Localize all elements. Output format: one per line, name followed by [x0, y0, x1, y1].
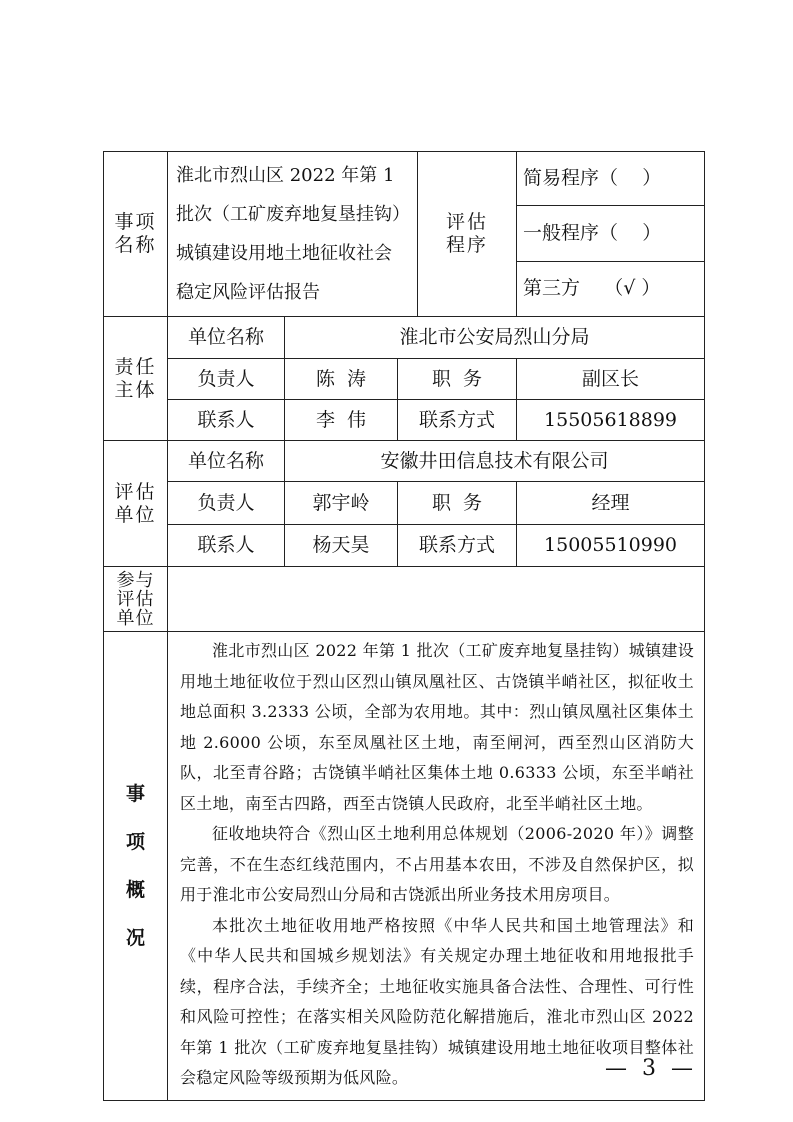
- responsible-post-label: 职 务: [398, 359, 517, 400]
- responsible-unit-value: 淮北市公安局烈山分局: [285, 317, 705, 359]
- responsible-entity-label: 责任 主体: [104, 317, 168, 441]
- procedure-label: 评估 程序: [418, 152, 517, 317]
- responsible-contact-value: 李 伟: [285, 400, 398, 441]
- item-name-value: 淮北市烈山区 2022 年第 1 批次（工矿废弃地复垦挂钩）城镇建设用地土地征收社会稳定风险评估报告: [168, 152, 418, 317]
- item-name-label: 事项 名称: [104, 152, 168, 317]
- assessor-unit-label: 单位名称: [168, 441, 285, 482]
- assessor-phone-label: 联系方式: [398, 525, 517, 567]
- responsible-phone-label: 联系方式: [398, 400, 517, 441]
- summary-label: 事 项 概 况: [104, 632, 168, 1101]
- assessor-head-label: 负责人: [168, 482, 285, 525]
- participant-value: [168, 567, 705, 632]
- assessor-post-label: 职 务: [398, 482, 517, 525]
- summary-paragraph: 淮北市烈山区 2022 年第 1 批次（工矿废弃地复垦挂钩）城镇建设用地土地征收位于烈山区烈山镇凤凰社区、古饶镇半峭社区，拟征收土地总面积 3.2333 公顷，全部为农用地。其中：烈山镇凤凰社区集体土地 2.6000 公顷，东至凤凰社区土地，南至闸河，西至烈山区消防大队，北至青谷路；古饶镇半峭社区集体土地 0.6333 公顷，东至半峭社区土地，南至古四路，西至古饶镇人民政府，北至半峭社区土地。: [180, 641, 695, 813]
- responsible-contact-label: 联系人: [168, 400, 285, 441]
- summary-paragraph: 本批次土地征收用地严格按照《中华人民共和国土地管理法》和《中华人民共和国城乡规划法》有关规定办理土地征收和用地报批手续，程序合法，手续齐全；土地征收实施具备合法性、合理性、可行性和风险可控性；在落实相关风险防范化解措施后，淮北市烈山区 2022 年第 1 批次（工矿废弃地复垦挂钩）城镇建设用地土地征收项目整体社会稳定风险等级预期为低风险。: [180, 915, 695, 1087]
- assessor-unit-value: 安徽井田信息技术有限公司: [285, 441, 705, 482]
- responsible-phone-value: 15505618899: [517, 400, 705, 441]
- responsible-post-value: 副区长: [517, 359, 705, 400]
- assessor-phone-value: 15005510990: [517, 525, 705, 567]
- procedure-simple: 简易程序（ ）: [517, 152, 705, 206]
- procedure-third-party: 第三方 （√ ）: [517, 261, 705, 316]
- responsible-unit-label: 单位名称: [168, 317, 285, 359]
- assessor-head-value: 郭宇岭: [285, 482, 398, 525]
- summary-paragraph: 征收地块符合《烈山区土地利用总体规划（2006-2020 年）》调整完善，不在生态红线范围内，不占用基本农田，不涉及自然保护区，拟用于淮北市公安局烈山分局和古饶派出所业务技术用房项目。: [180, 824, 695, 904]
- assessor-post-value: 经理: [517, 482, 705, 525]
- assessor-contact-value: 杨天昊: [285, 525, 398, 567]
- assessor-contact-label: 联系人: [168, 525, 285, 567]
- participant-label: 参与 评估 单位: [104, 567, 168, 632]
- page-number: — 3 —: [605, 1056, 697, 1081]
- responsible-head-label: 负责人: [168, 359, 285, 400]
- procedure-general: 一般程序（ ）: [517, 206, 705, 261]
- assessor-label: 评估 单位: [104, 441, 168, 567]
- responsible-head-value: 陈 涛: [285, 359, 398, 400]
- assessment-form-table: [103, 151, 705, 1101]
- summary-text: [168, 632, 705, 1101]
